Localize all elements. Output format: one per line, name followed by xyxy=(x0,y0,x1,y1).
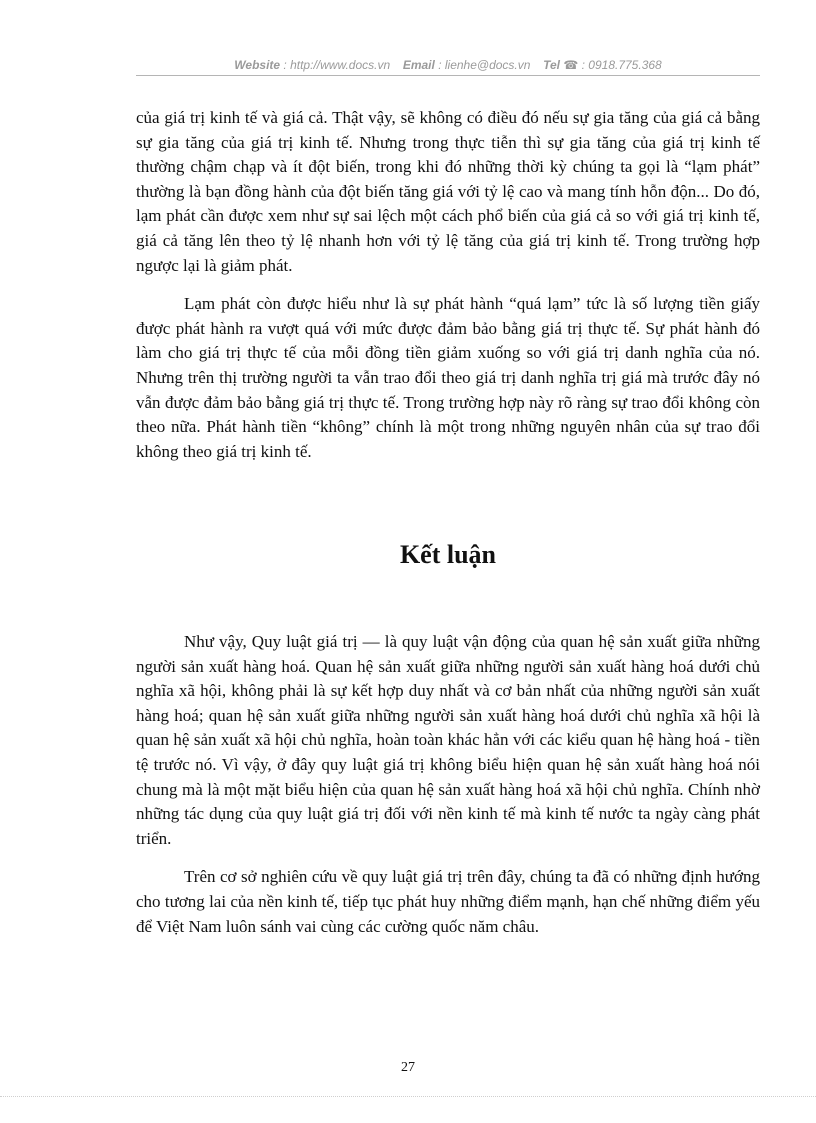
body-paragraph-2: Lạm phát còn được hiểu như là sự phát hành “quá lạm” tức là số lượng tiền giấy được phát hành ra vượt quá với mức được đảm bảo bằng giá trị thực tế. Sự phát hành đó làm cho giá trị thực tế của mỗi đồng tiền giảm xuống so với giá trị danh nghĩa của nó. Nhưng trên thị trường người ta vẫn trao đổi theo giá trị danh nghĩa trị giá mà trước đây nó vẫn được đảm bảo bằng giá trị thực tế. Trong trường hợp này rõ ràng sự trao đổi không còn theo nữa. Phát hành tiền “không” chính là một trong những nguyên nhân của sự trao đổi không theo giá trị kinh tế. xyxy=(136,294,760,461)
conclusion-paragraph-1: Như vậy, Quy luật giá trị — là quy luật vận động của quan hệ sản xuất giữa những người sản xuất hàng hoá. Quan hệ sản xuất giữa những người sản xuất hàng hoá dưới chủ nghĩa xã hội, không phải là sự kết hợp duy nhất và cơ bản nhất của những người sản xuất hàng hoá; quan hệ sản xuất giữa những người sản xuất hàng hoá dưới chủ nghĩa xã hội là quan hệ sản xuất xã hội chủ nghĩa, hoàn toàn khác hẳn với các kiểu quan hệ hàng hoá - tiền tệ trước nó. Vì vậy, ở đây quy luật giá trị không biểu hiện quan hệ sản xuất hàng hoá nói chung mà là một mặt biểu hiện của quan hệ sản xuất hàng hoá xã hội chủ nghĩa. Chính nhờ những tác dụng của quy luật giá trị đối với nền kinh tế mà kinh tế nước ta ngày càng phát triển. xyxy=(136,632,760,848)
footer-divider xyxy=(0,1096,816,1097)
website-value[interactable]: : http://www.docs.vn xyxy=(283,58,391,72)
email-value[interactable]: : lienhe@docs.vn xyxy=(438,58,531,72)
tel-value: ☎ : 0918.775.368 xyxy=(563,58,662,72)
tel-label: Tel xyxy=(543,58,561,72)
conclusion-paragraph-2: Trên cơ sở nghiên cứu về quy luật giá trị trên đây, chúng ta đã có những định hướng cho tương lai của nền kinh tế, tiếp tục phát huy những điểm mạnh, hạn chế những điểm yếu để Việt Nam luôn sánh vai cùng các cường quốc năm châu. xyxy=(136,867,760,936)
header-divider xyxy=(136,75,760,76)
conclusion-section xyxy=(136,630,760,939)
website-label: Website xyxy=(234,58,281,72)
page-header xyxy=(136,58,760,72)
body-section-1 xyxy=(136,106,760,464)
email-label: Email xyxy=(402,58,435,72)
page-number: 27 xyxy=(401,1060,415,1075)
conclusion-title: Kết luận xyxy=(399,540,497,569)
body-paragraph-1: của giá trị kinh tế và giá cả. Thật vậy, sẽ không có điều đó nếu sự gia tăng của giá cả bằng sự gia tăng của giá trị kinh tế. Nhưng trong thực tiễn thì sự gia tăng của giá trị kinh tế thường chậm chạp và ít đột biến, trong khi đó những thời kỳ chúng ta gọi là “lạm phát” thường là bạn đồng hành của đột biến tăng giá với tỷ lệ cao và mang tính hỗn độn... Do đó, lạm phát cần được xem như sự sai lệch một cách phổ biến của giá cả so với giá trị kinh tế, giá cả tăng lên theo tỷ lệ nhanh hơn với tỷ lệ tăng của giá trị kinh tế. Trong trường hợp ngược lại là giảm phát. xyxy=(136,108,760,275)
